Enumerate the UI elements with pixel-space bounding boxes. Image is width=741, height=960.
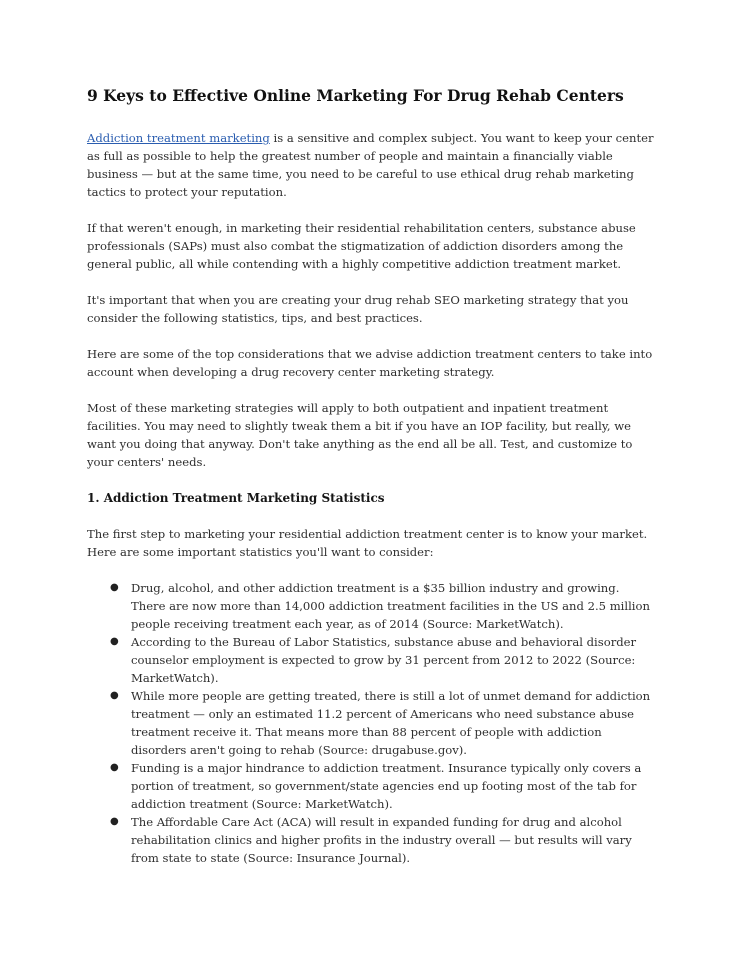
paragraph-seo-strategy: It's important that when you are creating your drug rehab SEO marketing strategy that you consider the following statistics, tips, and best practices. [87, 293, 629, 325]
bullet-icon: ● [110, 762, 119, 773]
bullet-icon: ● [110, 816, 119, 827]
list-item [110, 687, 657, 759]
addiction-treatment-marketing-link[interactable]: Addiction treatment marketing [87, 131, 270, 145]
section-heading-statistics: 1. Addiction Treatment Marketing Statistics [87, 491, 385, 505]
list-item [110, 759, 657, 813]
intro-text: is a sensitive and complex subject. You want to keep your center as full as possible to help the greatest number of people and maintain a financially viable business — but at the same time, you need to be careful to use ethical drug rehab marketing tactics to protect your reputation. [87, 131, 654, 199]
paragraph-outpatient-inpatient: Most of these marketing strategies will apply to both outpatient and inpatient treatment facilities. You may need to slightly tweak them a bit if you have an IOP facility, but really, we want you doing that anyway. Don't take anything as the end all be all. Test, and customize to your centers' needs. [87, 401, 633, 469]
document-page [87, 84, 657, 867]
bullet-icon: ● [110, 690, 119, 701]
list-item-text: The Affordable Care Act (ACA) will result in expanded funding for drug and alcohol rehabilitation clinics and higher profits in the industry overall — but results will vary from state to state (Source: Insurance Journal). [131, 815, 632, 865]
paragraph-stigmatization: If that weren't enough, in marketing their residential rehabilitation centers, substance abuse professionals (SAPs) must also combat the stigmatization of addiction disorders among the general public, all while contending with a highly competitive addiction treatment market. [87, 221, 636, 271]
paragraph-top-considerations: Here are some of the top considerations that we advise addiction treatment centers to take into account when developing a drug recovery center marketing strategy. [87, 347, 653, 379]
statistics-list [87, 579, 657, 867]
list-item [110, 579, 657, 633]
section-intro-paragraph: The first step to marketing your residential addiction treatment center is to know your market. Here are some important statistics you'll want to consider: [87, 527, 648, 559]
list-item [110, 633, 657, 687]
list-item [110, 813, 657, 867]
list-item-text: While more people are getting treated, there is still a lot of unmet demand for addiction treatment — only an estimated 11.2 percent of Americans who need substance abuse treatment receive it. That means more than 88 percent of people with addiction disorders aren't going to rehab (Source: drugabuse.gov). [131, 689, 651, 757]
list-item-text: Drug, alcohol, and other addiction treatment is a $35 billion industry and growing. There are now more than 14,000 addiction treatment facilities in the US and 2.5 million people receiving treatment each year, as of 2014 (Source: MarketWatch). [131, 581, 650, 631]
list-item-text: According to the Bureau of Labor Statistics, substance abuse and behavioral disorder counselor employment is expected to grow by 31 percent from 2012 to 2022 (Source: MarketWatch). [131, 635, 637, 685]
intro-paragraph [87, 129, 657, 201]
list-item-text: Funding is a major hindrance to addiction treatment. Insurance typically only covers a portion of treatment, so government/state agencies end up footing most of the tab for addiction treatment (Source: MarketWatch). [131, 761, 642, 811]
bullet-icon: ● [110, 582, 119, 593]
bullet-icon: ● [110, 636, 119, 647]
page-title: 9 Keys to Effective Online Marketing For Drug Rehab Centers [87, 86, 624, 105]
